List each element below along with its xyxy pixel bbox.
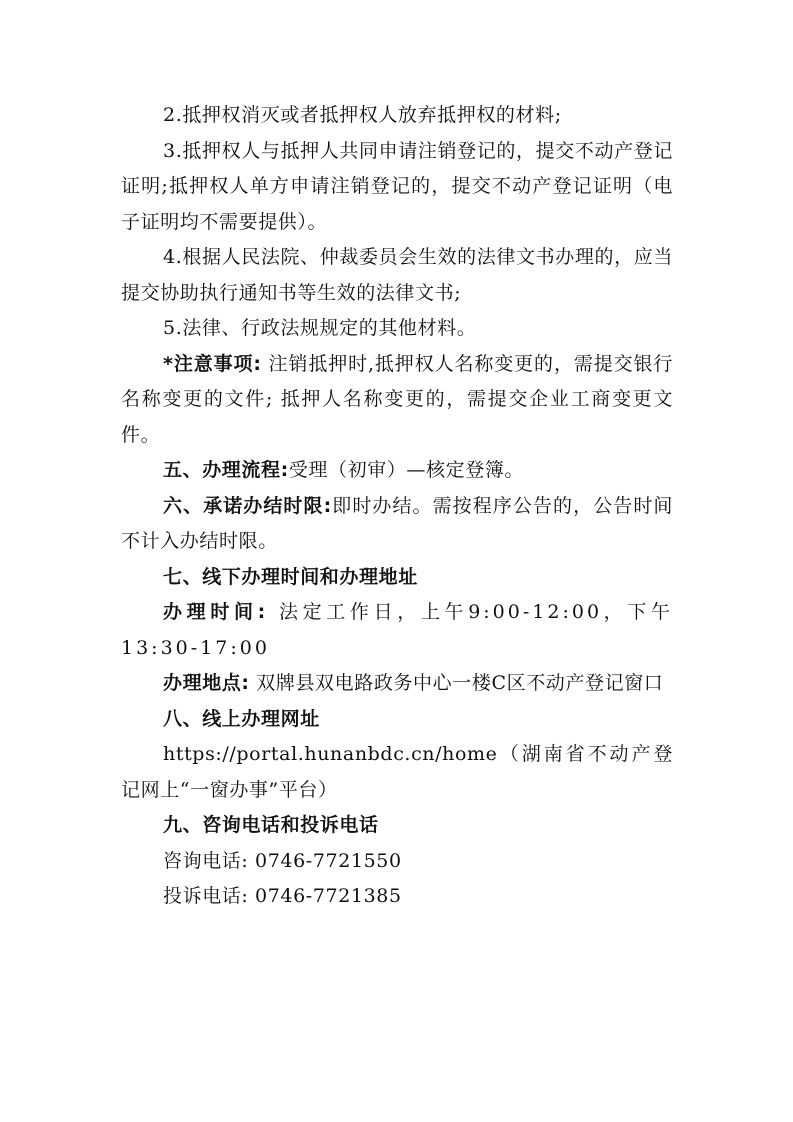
section-5-text: 受理（初审）—核定登簿。 <box>288 459 525 481</box>
section-6-text: 即时办结。需按程序公告的，公告时间不计入办结时限。 <box>121 494 674 552</box>
section-9-heading: 九、咨询电话和投诉电话 <box>163 814 379 836</box>
office-hours-label: 办理时间: <box>163 601 269 623</box>
complaint-phone: 投诉电话: 0746-7721385 <box>163 885 402 907</box>
material-item-4: 4.根据人民法院、仲裁委员会生效的法律文书办理的，应当提交协助执行通知书等生效的法律文书; <box>121 246 673 304</box>
note-label: *注意事项: <box>163 352 262 375</box>
office-hours-text: 法定工作日，上午9:00-12:00，下午13:30-17:00 <box>121 601 673 659</box>
office-hours-paragraph <box>121 595 673 666</box>
office-address-paragraph <box>121 666 673 702</box>
office-address-label: 办理地点: <box>163 672 250 694</box>
section-8-heading: 八、线上办理网址 <box>163 707 320 730</box>
section-5-label: 五、办理流程: <box>163 459 289 481</box>
material-item-2: 2.抵押权消灭或者抵押权人放弃抵押权的材料; <box>163 104 562 126</box>
section-6-label: 六、承诺办结时限: <box>163 494 332 517</box>
note-paragraph <box>121 347 673 454</box>
note-text: 注销抵押时,抵押权人名称变更的，需提交银行名称变更的文件; 抵押人名称变更的，需提交企业工商变更文件。 <box>121 352 674 446</box>
document-body <box>121 98 673 915</box>
section-6-paragraph <box>121 489 673 560</box>
material-item-5: 5.法律、行政法规规定的其他材料。 <box>163 317 477 339</box>
online-url-paragraph: https://portal.hunanbdc.cn/home（湖南省不动产登记网上“一窗办事”平台） <box>121 743 673 801</box>
consult-phone: 咨询电话: 0746-7721550 <box>163 849 402 872</box>
section-5-paragraph <box>121 453 673 489</box>
section-7-heading: 七、线下办理时间和办理地址 <box>163 565 418 588</box>
material-item-3: 3.抵押权人与抵押人共同申请注销登记的，提交不动产登记证明;抵押权人单方申请注销登记的，提交不动产登记证明（电子证明均不需要提供）。 <box>121 139 673 233</box>
office-address-text: 双牌县双电路政务中心一楼C区不动产登记窗口 <box>256 672 664 694</box>
